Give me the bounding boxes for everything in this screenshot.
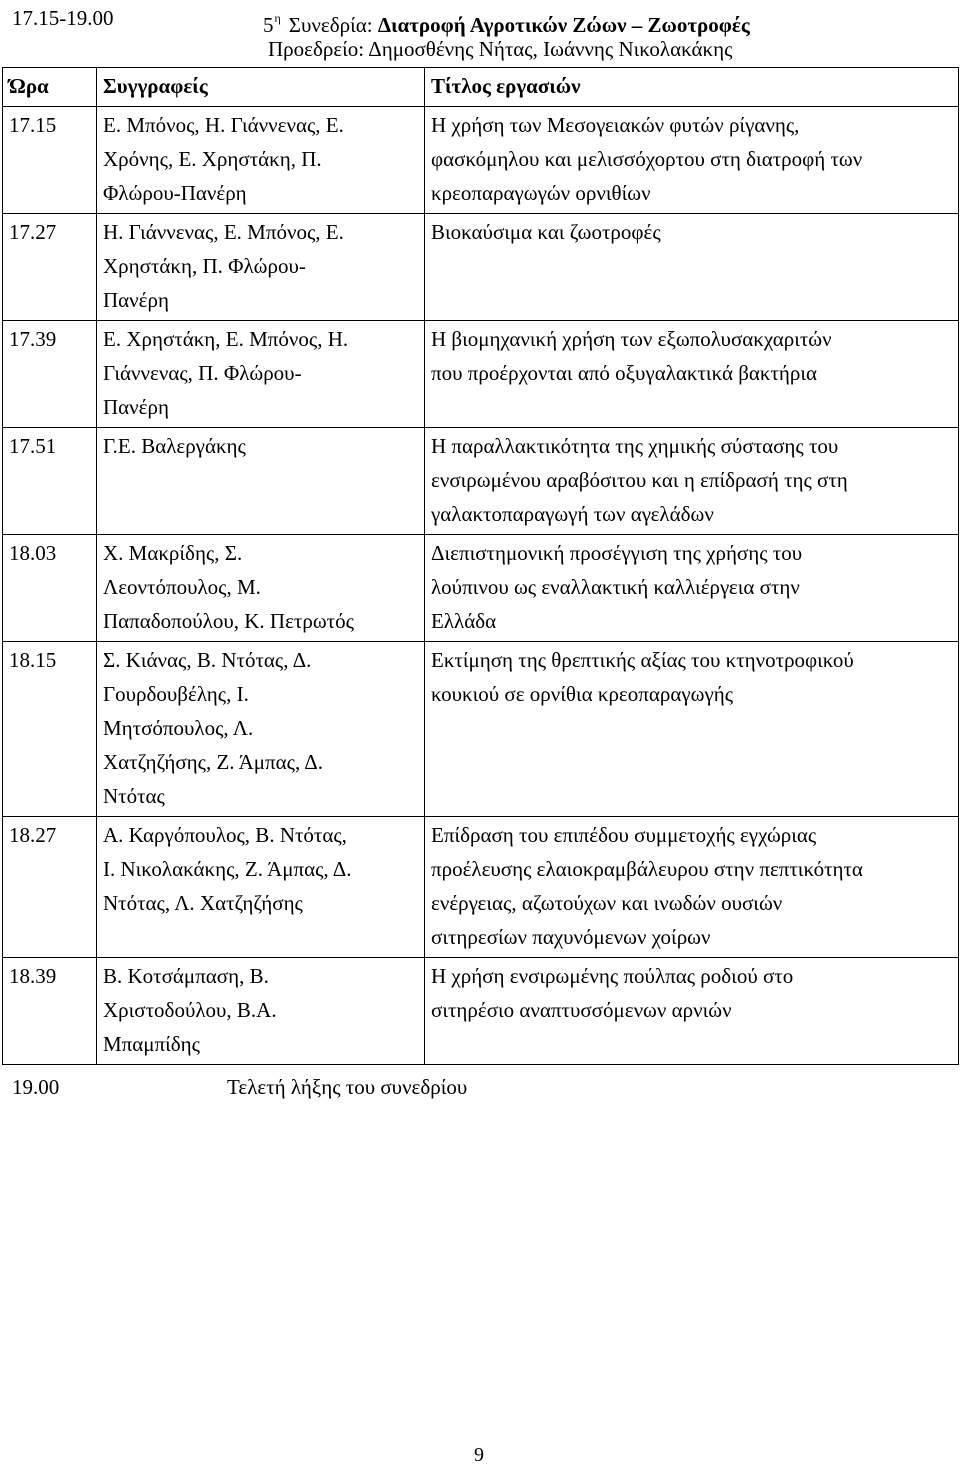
row-authors: Α. Καργόπουλος, Β. Ντότας, Ι. Νικολακάκης, Ζ. Άμπας, Δ. Ντότας, Λ. Χατζηζήσης	[97, 817, 425, 958]
row-title: Εκτίμηση της θρεπτικής αξίας του κτηνοτροφικού κουκιού σε ορνίθια κρεοπαραγωγής	[425, 642, 959, 817]
row-title: Η χρήση ενσιρωμένης πούλπας ροδιού στο σιτηρέσιο αναπτυσσόμενων αρνιών	[425, 958, 959, 1065]
header-time: Ώρα	[3, 68, 97, 107]
row-authors: Ε. Χρηστάκη, Ε. Μπόνος, Η. Γιάννενας, Π. Φλώρου- Πανέρη	[97, 321, 425, 428]
table-row	[3, 321, 959, 428]
row-time: 17.15	[3, 107, 97, 214]
session-topic: Διατροφή Αγροτικών Ζώων – Ζωοτροφές	[377, 13, 750, 37]
row-time: 17.39	[3, 321, 97, 428]
program-table	[2, 67, 959, 1065]
page-number: 9	[474, 1444, 484, 1466]
row-authors: Χ. Μακρίδης, Σ. Λεοντόπουλος, Μ. Παπαδοπούλου, Κ. Πετρωτός	[97, 535, 425, 642]
row-title: Βιοκαύσιμα και ζωοτροφές	[425, 214, 959, 321]
row-authors: Η. Γιάννενας, Ε. Μπόνος, Ε. Χρηστάκη, Π. Φλώρου- Πανέρη	[97, 214, 425, 321]
table-row	[3, 535, 959, 642]
session-number-superscript: η	[274, 11, 281, 25]
table-row	[3, 958, 959, 1065]
row-time: 18.15	[3, 642, 97, 817]
closing-label: Τελετή λήξης του συνεδρίου	[227, 1075, 468, 1099]
row-time: 18.03	[3, 535, 97, 642]
table-row	[3, 817, 959, 958]
table-row	[3, 107, 959, 214]
session-label: Συνεδρία:	[288, 13, 373, 37]
header-authors: Συγγραφείς	[97, 68, 425, 107]
row-title: Επίδραση του επιπέδου συμμετοχής εγχώριας προέλευσης ελαιοκραμβάλευρου στην πεπτικότητα ενέργειας, αζωτούχων και ινωδών ουσιών σιτηρεσίων παχυνόμενων χοίρων	[425, 817, 959, 958]
row-authors: Σ. Κιάνας, Β. Ντότας, Δ. Γουρδουβέλης, Ι. Μητσόπουλος, Λ. Χατζηζήσης, Ζ. Άμπας, Δ. Ντότας	[97, 642, 425, 817]
header-title: Τίτλος εργασιών	[425, 68, 959, 107]
row-time: 18.27	[3, 817, 97, 958]
session-number: 5	[263, 13, 274, 37]
table-row	[3, 642, 959, 817]
row-authors: Ε. Μπόνος, Η. Γιάννενας, Ε. Χρόνης, Ε. Χρηστάκη, Π. Φλώρου-Πανέρη	[97, 107, 425, 214]
closing-time: 19.00	[12, 1075, 60, 1099]
row-title: Η χρήση των Μεσογειακών φυτών ρίγανης, φασκόμηλου και μελισσόχορτου στη διατροφή των κρεοπαραγωγών ορνιθίων	[425, 107, 959, 214]
table-row	[3, 214, 959, 321]
row-title: Η βιομηχανική χρήση των εξωπολυσακχαριτών που προέρχονται από οξυγαλακτικά βακτήρια	[425, 321, 959, 428]
table-header-row	[3, 68, 959, 107]
row-title: Η παραλλακτικότητα της χημικής σύστασης του ενσιρωμένου αραβόσιτου και η επίδρασή της στη γαλακτοπαραγωγή των αγελάδων	[425, 428, 959, 535]
row-authors: Γ.Ε. Βαλεργάκης	[97, 428, 425, 535]
row-authors: Β. Κοτσάμπαση, Β. Χριστοδούλου, Β.Α. Μπαμπίδης	[97, 958, 425, 1065]
session-chairs: Προεδρείο: Δημοσθένης Νήτας, Ιωάννης Νικολακάκης	[268, 37, 733, 61]
row-time: 17.27	[3, 214, 97, 321]
table-row	[3, 428, 959, 535]
row-time: 17.51	[3, 428, 97, 535]
row-time: 18.39	[3, 958, 97, 1065]
session-time: 17.15-19.00	[12, 6, 114, 30]
row-title: Διεπιστημονική προσέγγιση της χρήσης του λούπινου ως εναλλακτική καλλιέργεια στην Ελλάδα	[425, 535, 959, 642]
